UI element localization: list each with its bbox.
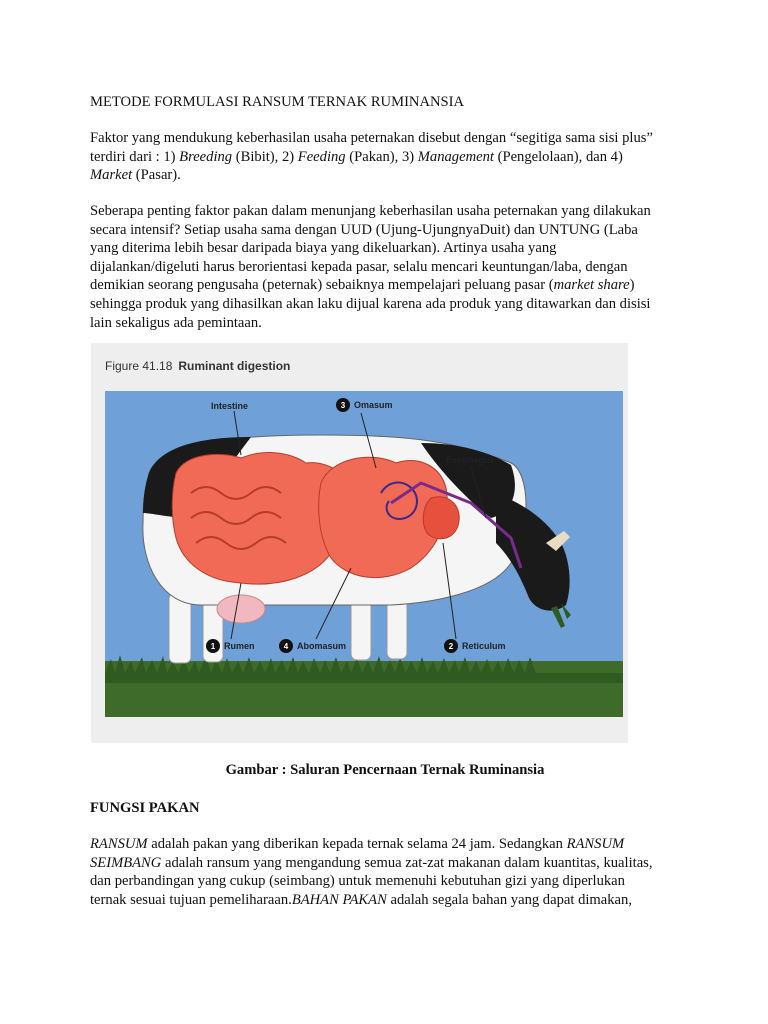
cow-front-leg <box>351 598 371 660</box>
p2-line-7: lain sekaligus ada pemintaan. <box>90 314 262 331</box>
p3-line-4: ternak sesuai tujuan pemeliharaan.BAHAN PAKAN adalah segala bahan yang dapat dimakan, <box>90 891 632 908</box>
esophagus-label: Esophagus <box>446 455 495 465</box>
cow-udder <box>217 595 265 623</box>
rumen-label: Rumen <box>224 641 255 651</box>
paragraph-success-factors <box>90 129 680 185</box>
ruminant-digestion-figure <box>91 343 628 743</box>
p2-line-4: dijalankan/digeluti harus berorientasi kepada pasar, selalu mencari keuntungan/laba, dengan <box>90 258 628 275</box>
p1-line-1: Faktor yang mendukung keberhasilan usaha peternakan disebut dengan “segitiga sama sisi plus” <box>90 130 653 146</box>
ruminant-diagram <box>91 343 628 743</box>
reticulum-organ <box>423 497 459 539</box>
reticulum-number: 2 <box>448 642 454 651</box>
p2-line-5: demikian seorang pengusaha (peternak) sebaiknya mempelajari peluang pasar (market share) <box>90 277 635 294</box>
figure-title <box>105 359 290 373</box>
rumen-number: 1 <box>210 642 216 651</box>
p2-line-6: sehingga produk yang dihasilkan akan laku dijual karena ada produk yang ditawarkan dan disisi <box>90 295 651 312</box>
p1-line-3: Market (Pasar). <box>90 167 181 184</box>
p2-line-2: secara intensif? Setiap usaha sama dengan UUD (Ujung-UjungnyaDuit) dan UNTUNG (Laba <box>90 221 638 238</box>
paragraph-feed-importance <box>90 202 680 332</box>
intestine-label: Intestine <box>211 401 249 411</box>
abomasum-label: Abomasum <box>297 641 347 651</box>
figure-caption: Gambar : Saluran Pencernaan Ternak Ruminansia <box>225 762 545 778</box>
section-heading: FUNGSI PAKAN <box>90 800 200 816</box>
omasum-label: Omasum <box>354 400 393 410</box>
p3-line-2: SEIMBANG adalah ransum yang mengandung semua zat-zat makanan dalam kuantitas, kualitas, <box>90 854 653 871</box>
paragraph-feed-function <box>90 835 680 909</box>
p3-line-3: dan perbandingan yang cukup (seimbang) untuk memenuhi kebutuhan gizi yang diperlukan <box>90 873 625 890</box>
figure-title-text: Ruminant digestion <box>178 359 291 373</box>
figure-number: Figure 41.18 <box>105 359 173 373</box>
p2-line-1: Seberapa penting faktor pakan dalam menunjang keberhasilan usaha peternakan yang dilakukan <box>90 203 651 219</box>
p1-line-2: terdiri dari : 1) Breeding (Bibit), 2) Feeding (Pakan), 3) Management (Pengelolaan), dan 4) <box>90 148 623 165</box>
document-title: METODE FORMULASI RANSUM TERNAK RUMINANSIA <box>90 94 465 110</box>
p3-line-1: RANSUM adalah pakan yang diberikan kepada ternak selama 24 jam. Sedangkan RANSUM <box>90 836 625 852</box>
p2-line-3: yang diterima lebih besar daripada biaya yang dikeluarkan). Artinya usaha yang <box>90 240 557 257</box>
abomasum-number: 4 <box>283 642 289 651</box>
omasum-number: 3 <box>340 401 346 410</box>
reticulum-label: Reticulum <box>462 641 506 651</box>
